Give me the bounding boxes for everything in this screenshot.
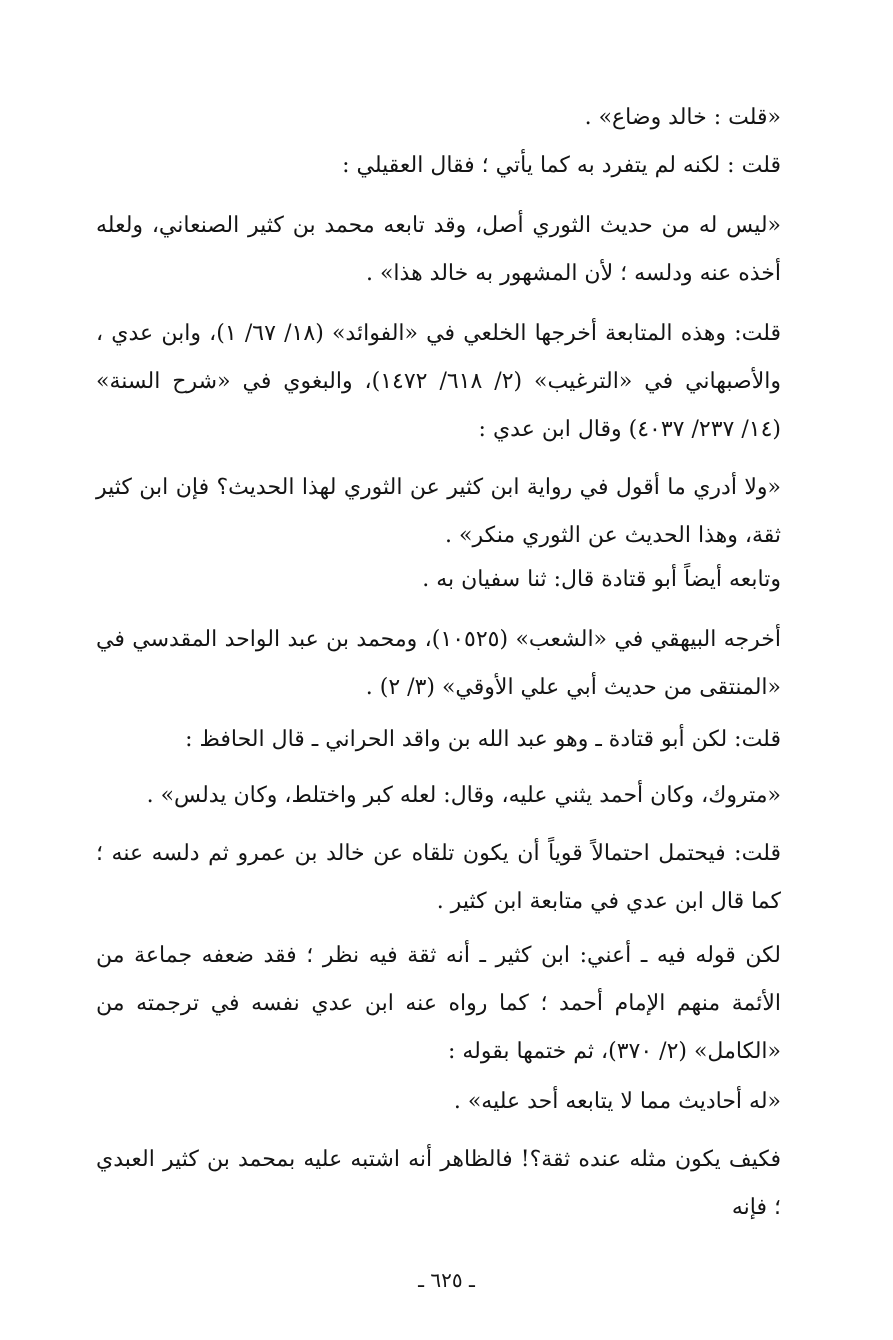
page-number: ـ ٦٢٥ ـ [418, 1268, 475, 1292]
paragraph-1: «قلت : خالد وضاع» . [584, 105, 781, 130]
paragraph-11: لكن قوله فيه ـ أعني: ابن كثير ـ أنه ثقة فيه نظر ؛ فقد ضعفه جماعة من الأئمة منهم الإمام أحمد ؛ كما رواه عنه ابن عدي نفسه في ترجمته من «الكامل» (٢/ ٣٧٠)، ثم ختمها بقوله : [96, 943, 781, 1064]
paragraph-13: فكيف يكون مثله عنده ثقة؟! فالظاهر أنه اشتبه عليه بمحمد بن كثير العبدي ؛ فإنه [96, 1147, 781, 1220]
paragraph-5: «ولا أدري ما أقول في رواية ابن كثير عن الثوري لهذا الحديث؟ فإن ابن كثير ثقة، وهذا الحديث عن الثوري منكر» . [96, 475, 781, 548]
paragraph-4: قلت: وهذه المتابعة أخرجها الخلعي في «الفوائد» (١٨/ ٦٧/ ١)، وابن عدي ، والأصبهاني في «الترغيب» (٢/ ٦١٨/ ١٤٧٢)، والبغوي في «شرح السنة» (١٤/ ٢٣٧/ ٤٠٣٧) وقال ابن عدي : [96, 321, 782, 442]
paragraph-2: قلت : لكنه لم يتفرد به كما يأتي ؛ فقال العقيلي : [342, 153, 781, 178]
paragraph-3: «ليس له من حديث الثوري أصل، وقد تابعه محمد بن كثير الصنعاني، ولعله أخذه عنه ودلسه ؛ لأن المشهور به خالد هذا» . [96, 213, 781, 286]
paragraph-8: قلت: لكن أبو قتادة ـ وهو عبد الله بن واقد الحراني ـ قال الحافظ : [185, 727, 781, 752]
paragraph-7: أخرجه البيهقي في «الشعب» (١٠٥٢٥)، ومحمد بن عبد الواحد المقدسي في «المنتقى من حديث أبي علي الأوقي» (٣/ ٢) . [96, 627, 781, 700]
paragraph-9: «متروك، وكان أحمد يثني عليه، وقال: لعله كبر واختلط، وكان يدلس» . [146, 783, 781, 808]
paragraph-10: قلت: فيحتمل احتمالاً قوياً أن يكون تلقاه عن خالد بن عمرو ثم دلسه عنه ؛ كما قال ابن عدي في متابعة ابن كثير . [96, 841, 781, 914]
paragraph-6: وتابعه أيضاً أبو قتادة قال: ثنا سفيان به . [422, 567, 781, 592]
paragraph-12: «له أحاديث مما لا يتابعه أحد عليه» . [453, 1089, 781, 1114]
